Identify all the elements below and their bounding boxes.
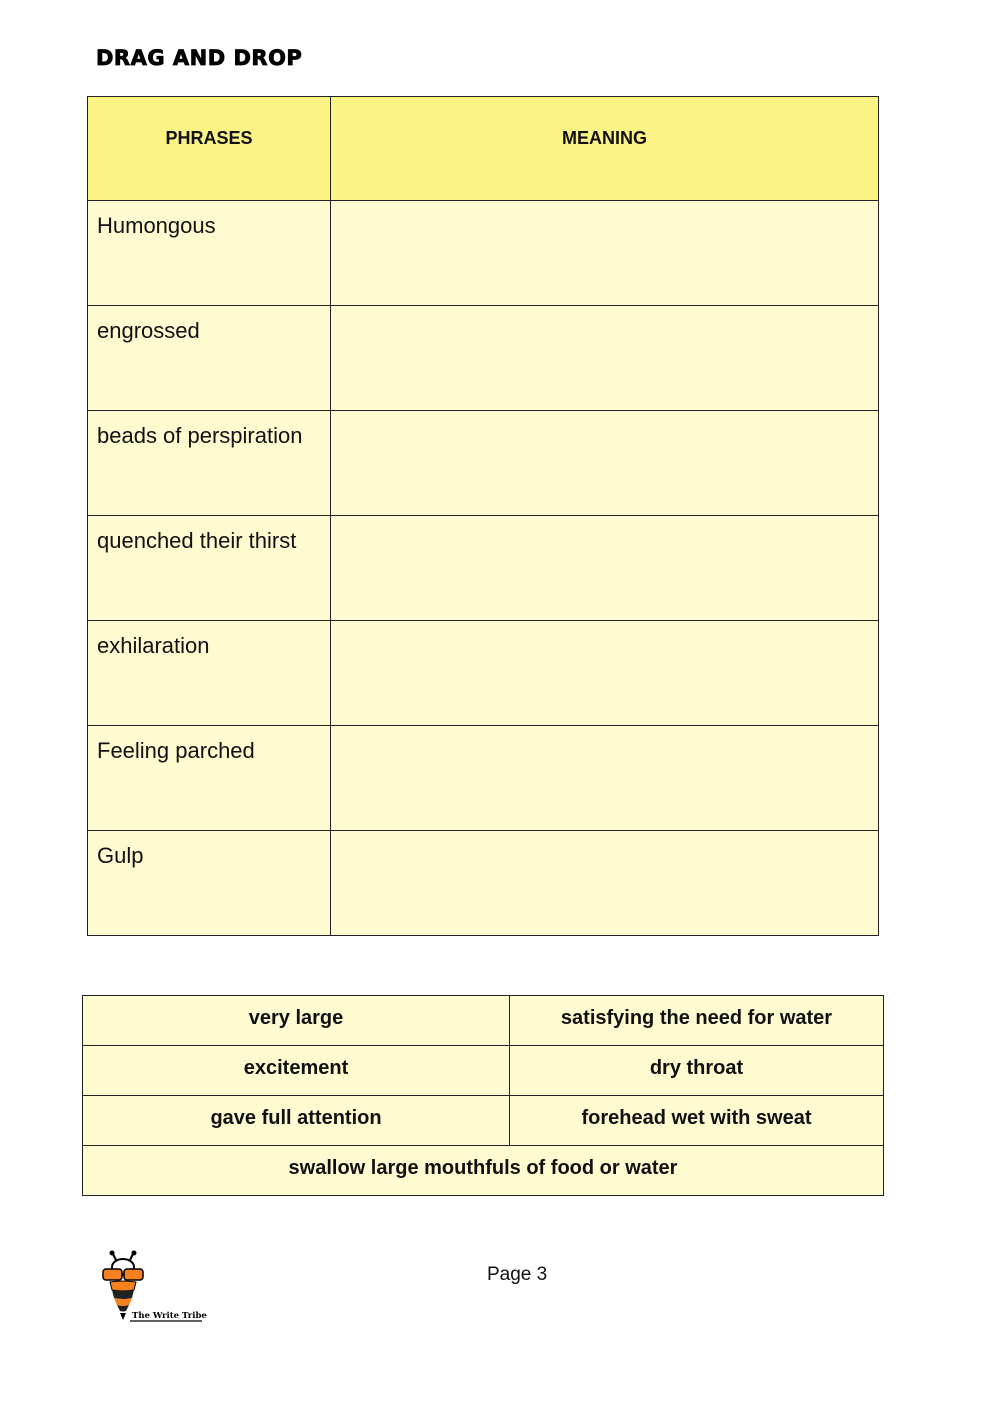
meaning-drop-zone[interactable] — [331, 411, 879, 516]
draggable-answer[interactable]: excitement — [83, 1046, 510, 1096]
page-title: DRAG AND DROP — [96, 46, 303, 70]
draggable-answer[interactable]: very large — [83, 996, 510, 1046]
phrase-cell: Gulp — [88, 831, 331, 936]
draggable-answer[interactable]: gave full attention — [83, 1096, 510, 1146]
table-row — [88, 726, 879, 831]
draggable-answer[interactable]: forehead wet with sweat — [510, 1096, 884, 1146]
meaning-drop-zone[interactable] — [331, 201, 879, 306]
meaning-drop-zone[interactable] — [331, 621, 879, 726]
table-row — [88, 201, 879, 306]
phrase-cell: quenched their thirst — [88, 516, 331, 621]
header-meaning: MEANING — [331, 97, 879, 201]
table-row — [88, 516, 879, 621]
meaning-drop-zone[interactable] — [331, 306, 879, 411]
table-row — [88, 831, 879, 936]
page-number: Page 3 — [487, 1264, 548, 1285]
word-bank — [82, 995, 884, 1196]
phrase-cell: Feeling parched — [88, 726, 331, 831]
phrase-cell: engrossed — [88, 306, 331, 411]
meaning-drop-zone[interactable] — [331, 516, 879, 621]
draggable-answer[interactable]: dry throat — [510, 1046, 884, 1096]
logo-text: The Write Tribe — [132, 1311, 207, 1321]
table-row — [88, 411, 879, 516]
header-phrases: PHRASES — [88, 97, 331, 201]
phrase-cell: exhilaration — [88, 621, 331, 726]
draggable-answer[interactable]: swallow large mouthfuls of food or water — [83, 1146, 884, 1196]
matching-table — [87, 96, 879, 936]
phrase-cell: Humongous — [88, 201, 331, 306]
meaning-drop-zone[interactable] — [331, 831, 879, 936]
meaning-drop-zone[interactable] — [331, 726, 879, 831]
phrase-cell: beads of perspiration — [88, 411, 331, 516]
table-row — [88, 621, 879, 726]
draggable-answer[interactable]: satisfying the need for water — [510, 996, 884, 1046]
table-row — [88, 306, 879, 411]
bee-logo-icon — [96, 1250, 208, 1326]
